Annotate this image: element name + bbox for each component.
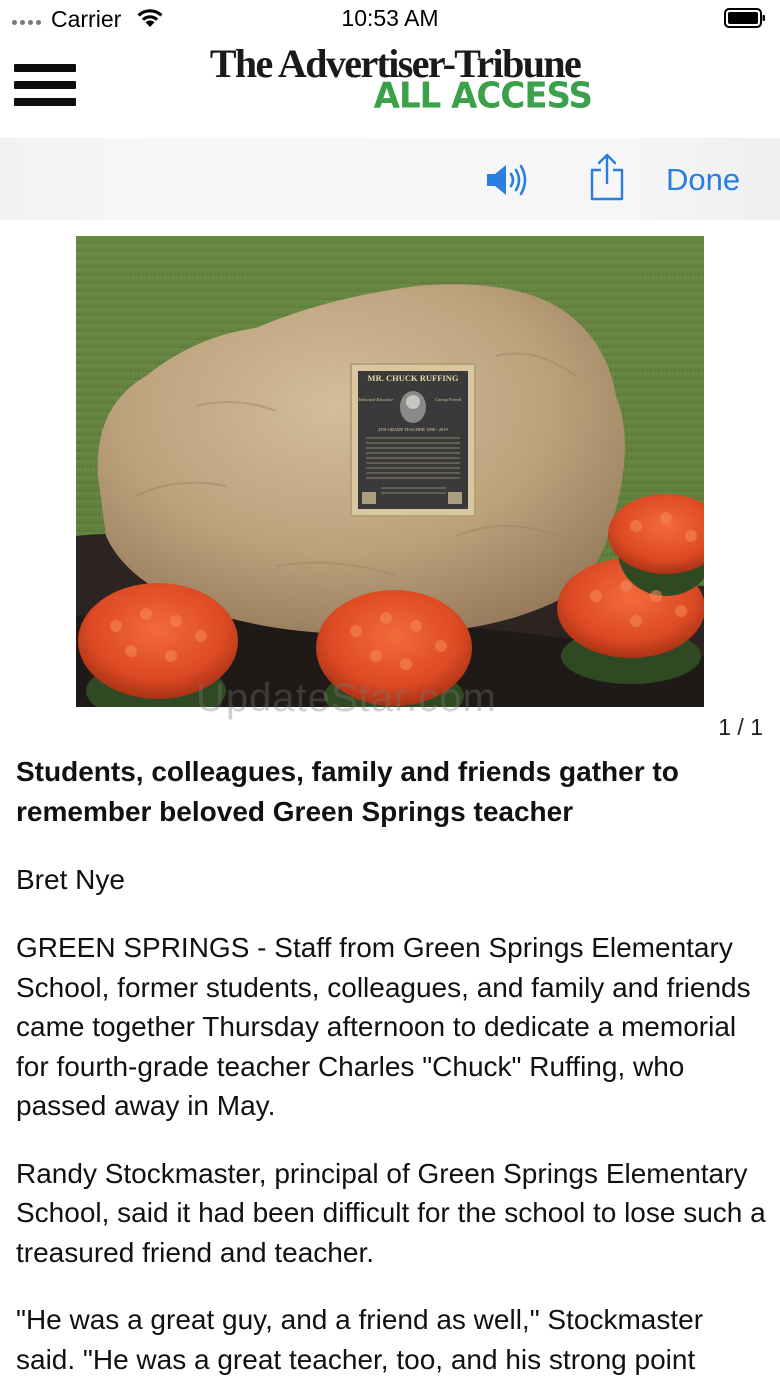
article-paragraph: "He was a great guy, and a friend as well," Stockmaster said. "He was a great teacher, too, and his strong point <box>16 1304 704 1375</box>
article-byline: Bret Nye <box>16 864 125 895</box>
photo-counter: 1 / 1 <box>718 714 763 740</box>
app-header <box>0 38 780 138</box>
status-clock: 10:53 AM <box>341 5 439 31</box>
article-photo[interactable] <box>76 236 704 707</box>
plaque-name: MR. CHUCK RUFFING <box>367 373 459 383</box>
share-icon[interactable] <box>588 152 626 202</box>
article-headline: Students, colleagues, family and friends gather to remember beloved Green Springs teacher <box>16 756 679 827</box>
watermark: UpdateStar.com <box>196 676 497 720</box>
hamburger-menu-icon[interactable] <box>14 64 76 108</box>
done-button[interactable]: Done <box>666 162 741 197</box>
carrier-label: Carrier <box>51 6 122 32</box>
article-toolbar <box>0 138 780 220</box>
memorial-stone-photo <box>76 236 704 707</box>
article-body <box>16 752 768 1379</box>
article-paragraph: GREEN SPRINGS - Staff from Green Springs Elementary School, former students, colleagues, and family and friends came together Thursday afternoon to dedicate a memorial for fourth-grade teacher Charles "Chuck" Ruffing, who passed away in May. <box>16 932 751 1121</box>
plaque-role: 4TH GRADE TEACHER 1998 - 2019 <box>378 427 448 432</box>
speaker-icon[interactable] <box>484 160 532 200</box>
plaque-right: Caring Friend <box>434 397 462 402</box>
article-paragraph: Randy Stockmaster, principal of Green Springs Elementary School, said it had been difficult for the school to lose such a treasured friend and teacher. <box>16 1157 766 1268</box>
status-bar <box>0 0 780 38</box>
logo-title: The Advertiser-Tribune <box>209 41 581 86</box>
newspaper-logo <box>190 38 600 118</box>
battery-icon <box>724 8 766 28</box>
logo-subtitle: ALL ACCESS <box>373 75 592 117</box>
memorial-plaque <box>351 364 475 516</box>
plaque-left: Dedicated Educator <box>356 397 394 402</box>
